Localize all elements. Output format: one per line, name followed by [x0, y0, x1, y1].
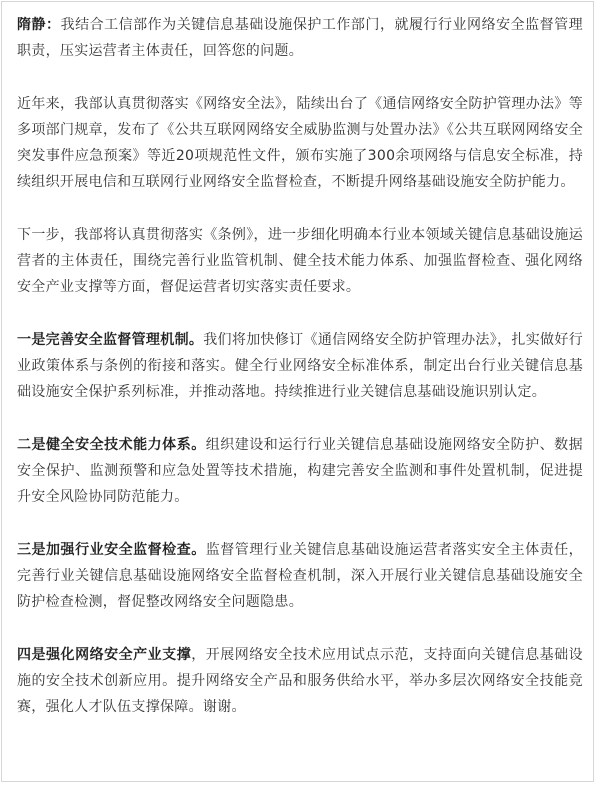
paragraph-text: ，开展网络安全技术应用试点示范，支持面向关键信息基础设施的安全技术创新应用。提升网络安全产品和服务供给水平，举办多层次网络安全技能竞赛，强化人才队伍支撑保障。谢谢。 — [17, 647, 583, 715]
paragraph-text: 组织建设和运行行业关键信息基础设施网络安全防护、数据安全保护、监测预警和应急处置等技术措施，构建完善安全监测和事件处置机制，促进提升安全风险协同防范能力。 — [17, 437, 583, 505]
paragraph-speaker-intro — [17, 12, 583, 64]
speaker-name: 隋静： — [17, 17, 61, 33]
paragraph-point-two — [17, 432, 583, 510]
paragraph-point-four — [17, 642, 583, 720]
paragraph-point-one — [17, 327, 583, 405]
point-heading: 一是完善安全监督管理机制。 — [17, 332, 204, 348]
point-heading: 二是健全安全技术能力体系。 — [17, 437, 206, 453]
article-body — [17, 12, 583, 720]
paragraph-text: 监督管理行业关键信息基础设施运营者落实安全主体责任，完善行业关键信息基础设施网络安全监督检查机制，深入开展行业关键信息基础设施安全防护检查检测，督促整改网络安全问题隐患。 — [17, 542, 583, 610]
paragraph-background — [17, 91, 583, 195]
paragraph-text: 我们将加快修订《通信网络安全防护管理办法》，扎实做好行业政策体系与条例的衔接和落实。健全行业网络安全标准体系，制定出台行业关键信息基础设施安全保护系列标准，并推动落地。持续推进行业关键信息基础设施识别认定。 — [17, 332, 583, 400]
article-frame — [1, 1, 594, 782]
paragraph-text: 我结合工信部作为关键信息基础设施保护工作部门，就履行行业网络安全监督管理职责，压实运营者主体责任，回答您的问题。 — [17, 17, 583, 59]
paragraph-text: 下一步，我部将认真贯彻落实《条例》，进一步细化明确本行业本领域关键信息基础设施运营者的主体责任，围绕完善行业监管机制、健全技术能力体系、加强监督检查、强化网络安全产业支撑等方面，督促运营者切实落实责任要求。 — [17, 227, 583, 295]
point-heading: 四是强化网络安全产业支撑 — [17, 647, 192, 663]
paragraph-point-three — [17, 537, 583, 615]
paragraph-text: 近年来，我部认真贯彻落实《网络安全法》，陆续出台了《通信网络安全防护管理办法》等多项部门规章，发布了《公共互联网网络安全威胁监测与处置办法》《公共互联网网络安全突发事件应急预案》等近20项规范性文件，颁布实施了300余项网络与信息安全标准，持续组织开展电信和互联网行业网络安全监督检查，不断提升网络基础设施安全防护能力。 — [17, 96, 583, 190]
point-heading: 三是加强行业安全监督检查。 — [17, 542, 206, 558]
paragraph-next-steps — [17, 222, 583, 300]
